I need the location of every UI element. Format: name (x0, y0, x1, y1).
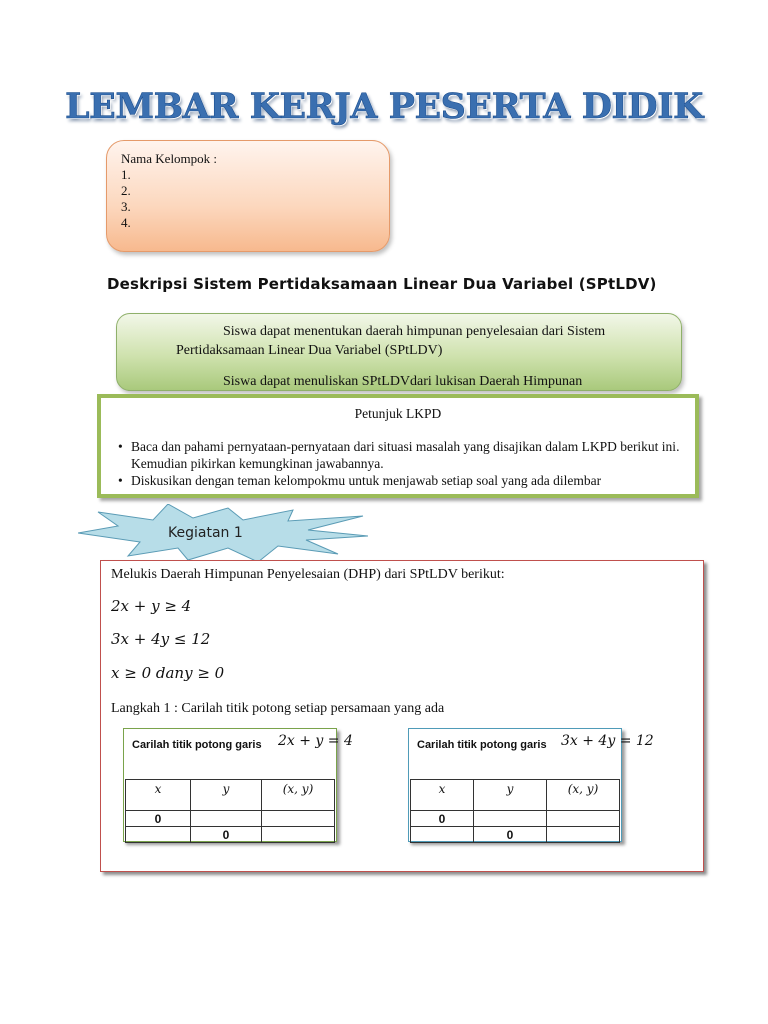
cell[interactable] (126, 827, 191, 843)
card-caption: Carilah titik potong garis (417, 739, 547, 751)
description-heading: Deskripsi Sistem Pertidaksamaan Linear Dua Variabel (SPtLDV) (107, 275, 657, 293)
cell[interactable]: 0 (474, 827, 547, 843)
group-member-2: 2. (121, 183, 131, 198)
activity-label: Kegiatan 1 (168, 525, 243, 541)
cell[interactable] (474, 811, 547, 827)
group-member-4: 4. (121, 215, 131, 230)
instructions-title: Petunjuk LKPD (354, 406, 442, 421)
intercept-card-line-1 (123, 728, 353, 842)
group-member-1: 1. (121, 167, 131, 182)
card-equation: 2x + y = 4 (278, 733, 353, 749)
intercept-table (410, 779, 620, 843)
intercept-table (125, 779, 335, 843)
activity-box (100, 560, 704, 872)
objective-2: Siswa dapat menuliskan SPtLDVdari lukisan Daerah Himpunan (223, 374, 583, 389)
page-title: LEMBAR KERJA PESERTA DIDIK (65, 86, 703, 127)
inequality-2: 3x + 4y ≤ 12 (111, 630, 211, 648)
group-name-box (106, 140, 390, 252)
cell[interactable] (262, 827, 335, 843)
cell[interactable]: 0 (191, 827, 262, 843)
cell[interactable] (411, 827, 474, 843)
header-y: y (474, 780, 547, 811)
table-row (411, 811, 620, 827)
header-xy: (x, y) (547, 780, 620, 811)
header-x: x (411, 780, 474, 811)
cell[interactable]: 0 (126, 811, 191, 827)
objective-1-line-b: Pertidaksamaan Linear Dua Variabel (SPtLDV) (176, 343, 443, 358)
activity-intro: Melukis Daerah Himpunan Penyelesaian (DHP) dari SPtLDV berikut: (111, 567, 505, 582)
header-x: x (126, 780, 191, 811)
table-row (126, 827, 335, 843)
instructions-box (97, 394, 699, 498)
instructions-list (109, 438, 689, 489)
cell[interactable] (191, 811, 262, 827)
cell[interactable] (547, 827, 620, 843)
table-row (411, 827, 620, 843)
instruction-item: • Diskusikan dengan teman kelompokmu untuk menjawab setiap soal yang ada dilembar (109, 472, 689, 489)
header-xy: (x, y) (262, 780, 335, 811)
cell[interactable] (547, 811, 620, 827)
card-caption: Carilah titik potong garis (132, 739, 262, 751)
step-1-text: Langkah 1 : Carilah titik potong setiap persamaan yang ada (111, 701, 445, 716)
inequality-3: x ≥ 0 dany ≥ 0 (111, 664, 225, 682)
header-y: y (191, 780, 262, 811)
instruction-item: • Baca dan pahami pernyataan-pernyataan dari situasi masalah yang disajikan dalam LKPD berikut ini. Kemudian pikirkan kemungkinan jawabannya. (109, 438, 689, 472)
card-equation: 3x + 4y = 12 (561, 733, 654, 749)
objective-1-line-a: Siswa dapat menentukan daerah himpunan penyelesaian dari Sistem (223, 324, 606, 339)
inequality-1: 2x + y ≥ 4 (111, 597, 192, 615)
table-row (126, 811, 335, 827)
intercept-card-line-2 (408, 728, 654, 842)
group-member-3: 3. (121, 199, 131, 214)
group-label: Nama Kelompok : (121, 151, 218, 166)
cell[interactable]: 0 (411, 811, 474, 827)
cell[interactable] (262, 811, 335, 827)
objectives-box (116, 313, 682, 391)
